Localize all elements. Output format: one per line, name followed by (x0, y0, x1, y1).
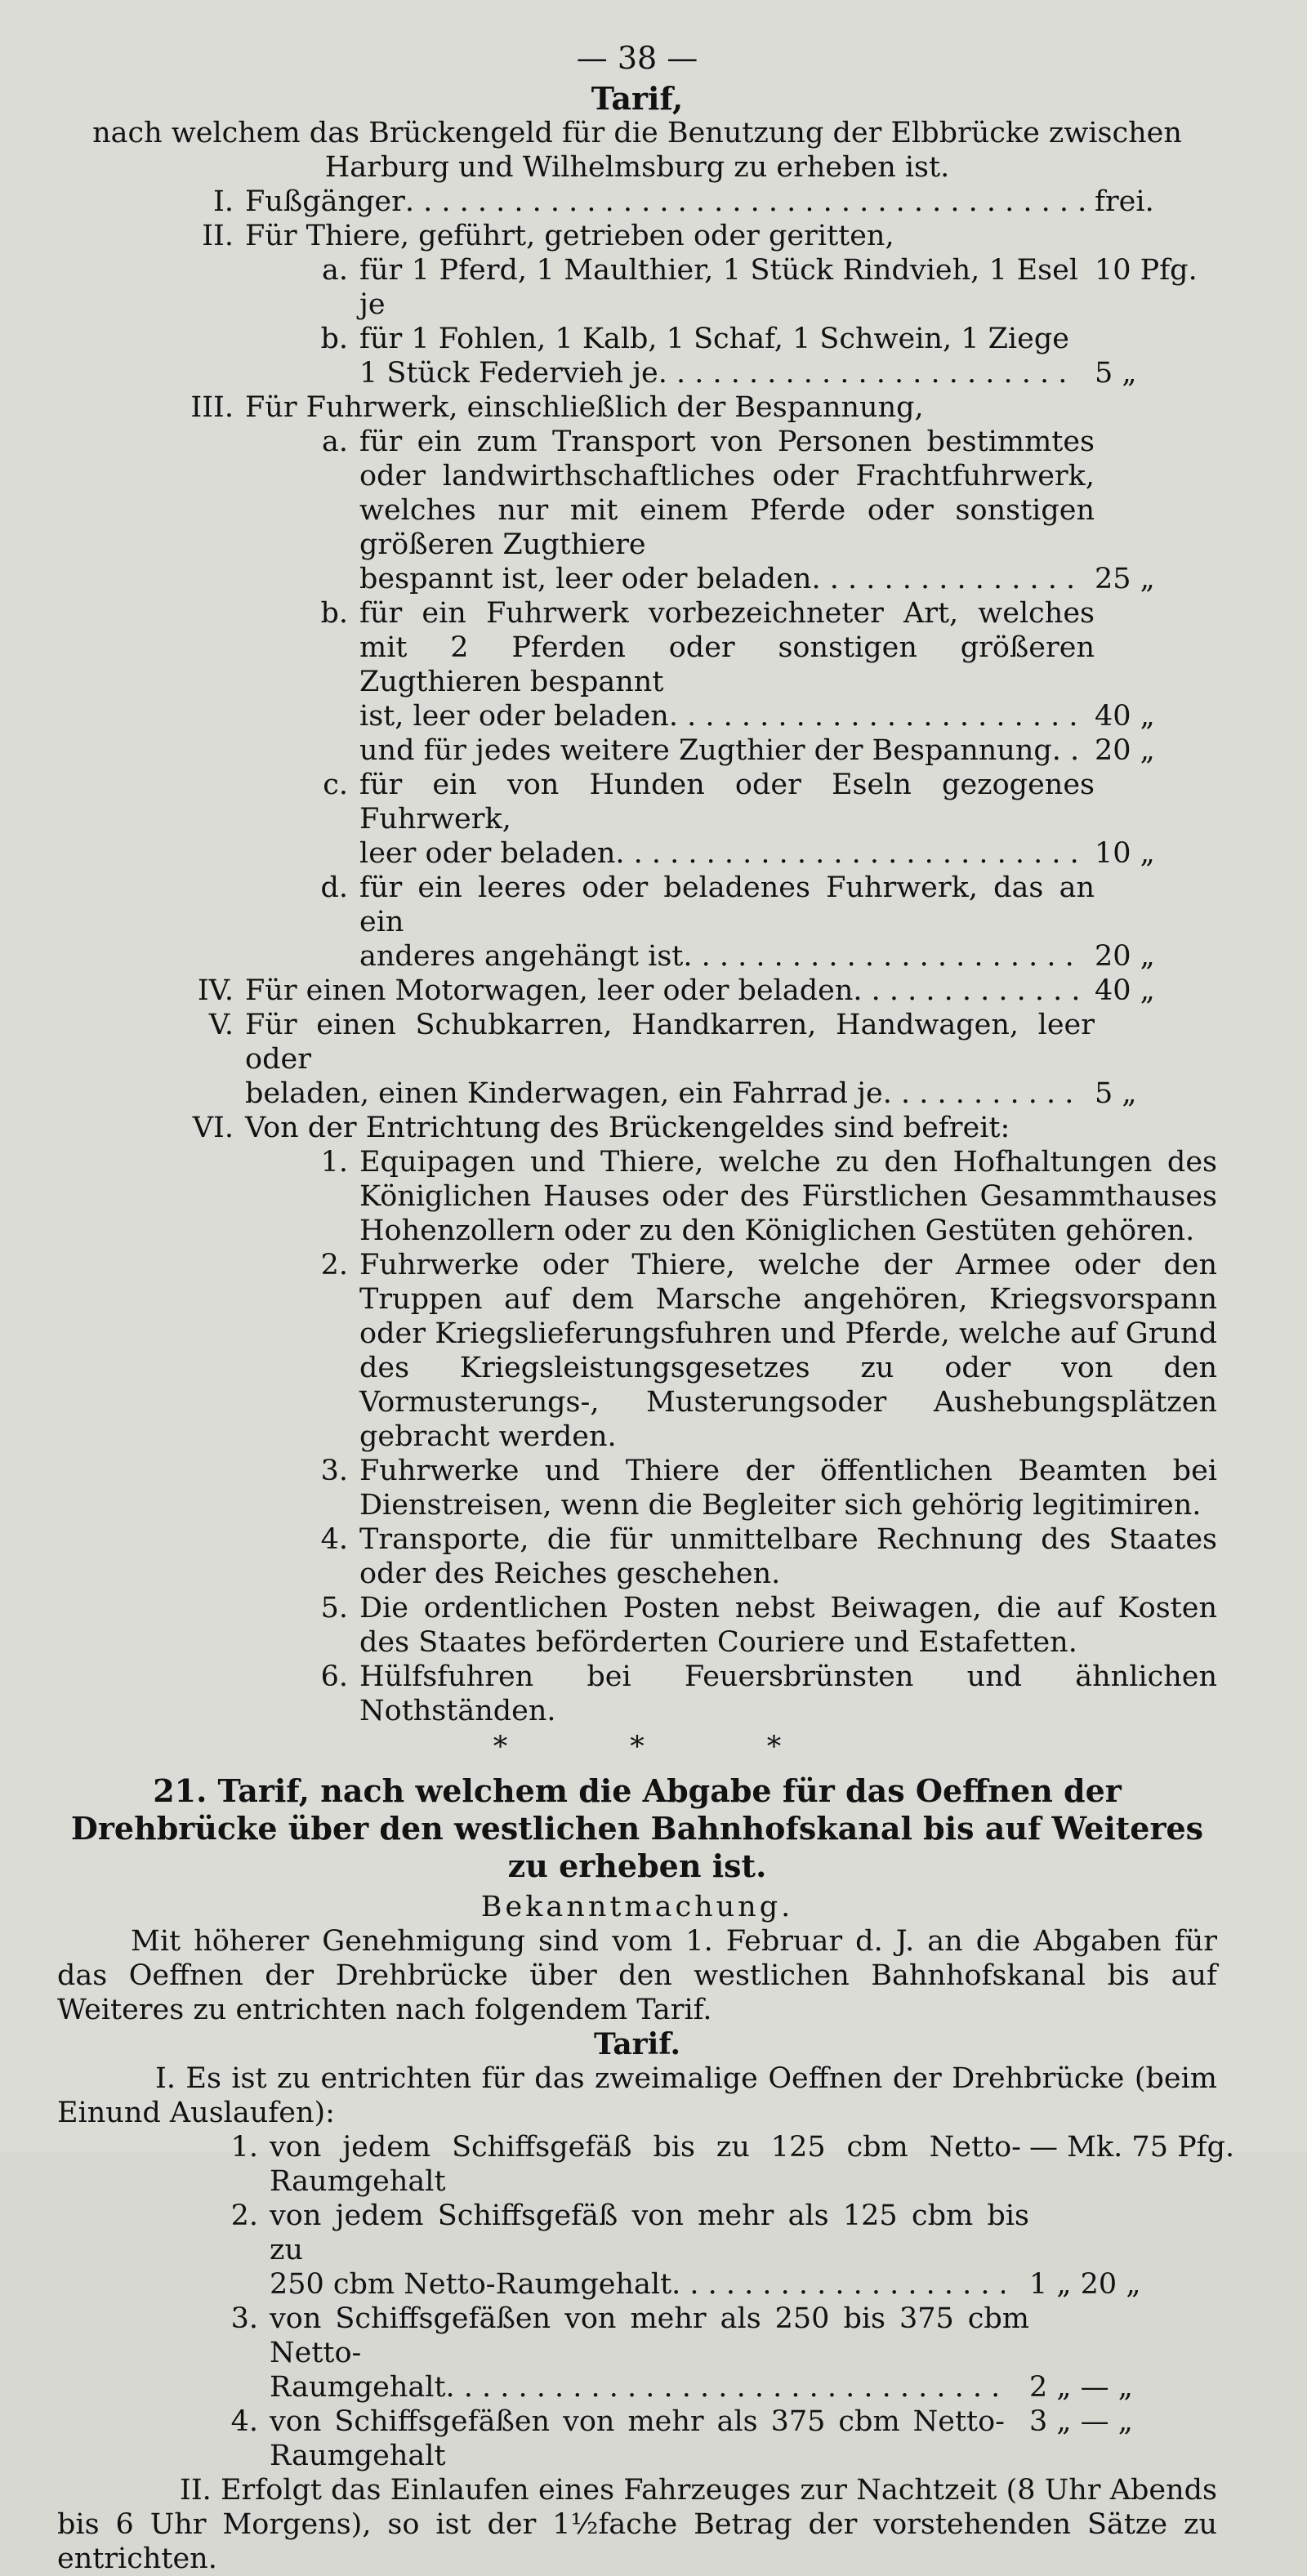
item-number: 4. (320, 1523, 348, 1556)
item-value: 5 „ (1095, 1077, 1137, 1110)
item-value: 1 „ 20 „ (1029, 2268, 1141, 2301)
item-number: V. (208, 1009, 234, 1041)
leader-dots (811, 562, 1078, 596)
vessel-rate-4 (57, 2404, 1217, 2473)
tarif-item-iii-d (57, 871, 1217, 939)
leader-dots (669, 699, 1078, 733)
tarif-item-iii-c-cont (57, 836, 1217, 871)
item-value: 25 „ (1095, 563, 1155, 595)
item-number: 6. (320, 1660, 348, 1693)
tarif-item-v-cont (57, 1076, 1217, 1111)
tarif-item-iii-d-cont (57, 939, 1217, 974)
item-text: für ein zum Transport von Personen bestimmtes oder landwirthschaftliches oder Frachtfuhrwerk, welches nur mit einem Pferde oder sonstigen größeren Zugthiere (359, 426, 1095, 561)
item-text: Für einen Motorwagen, leer oder beladen (245, 974, 854, 1007)
item-number: b. (320, 323, 348, 355)
vessel-rate-2-cont (57, 2267, 1217, 2302)
section-21-heading: 21. Tarif, nach welchem die Abgabe für das Oeffnen der Drehbrücke über den westlichen Bahnhofskanal bis auf Weiteres zu erheben ist. (70, 1772, 1204, 1884)
leader-dots (853, 974, 1078, 1008)
item-text: für ein leeres oder beladenes Fuhrwerk, das an ein (359, 871, 1095, 938)
item-number: IV. (197, 974, 234, 1007)
item-value: 20 „ (1095, 734, 1155, 767)
tarif-item-iii-a-cont (57, 562, 1217, 596)
item-number: 3. (230, 2302, 258, 2335)
item-number: II. (202, 220, 234, 252)
item-text-cont: Raumgehalt (270, 2371, 446, 2404)
separator-star: * (766, 1731, 782, 1763)
item-text-cont: beladen, einen Kinderwagen, ein Fahrrad je (245, 1077, 883, 1110)
tarif2-part-i: I. Es ist zu entrichten für das zweimalige Oeffnen der Drehbrücke (beim Einund Auslaufen): (57, 2062, 1217, 2129)
tarif-item-iii-b-cont (57, 699, 1217, 733)
tarif-item-iii-b (57, 596, 1217, 699)
item-text: Für einen Schubkarren, Handkarren, Handwagen, leer oder (245, 1009, 1095, 1076)
item-number: d. (320, 871, 348, 904)
page-number: — 38 — (576, 40, 698, 76)
item-text: für ein Fuhrwerk vorbezeichneter Art, welches mit 2 Pferden oder sonstigen größeren Zugthieren bespannt (359, 597, 1095, 698)
item-value: 3 „ — „ (1029, 2405, 1133, 2438)
tarif-heading: Tarif, (591, 80, 684, 117)
item-value: 10 „ (1095, 837, 1155, 870)
item-text-cont: ist, leer oder beladen (359, 700, 669, 733)
item-number: 3. (320, 1455, 348, 1487)
item-number: 2. (320, 1249, 348, 1281)
item-text: von jedem Schiffsgefäß von mehr als 125 cbm bis zu (270, 2199, 1029, 2266)
item-text-cont: anderes angehängt ist (359, 940, 684, 973)
tarif-item-i (57, 185, 1217, 219)
item-text: Transporte, die für unmittelbare Rechnung des Staates oder des Reiches geschehen. (359, 1523, 1217, 1590)
item-value: 40 „ (1095, 974, 1155, 1007)
exemption-4 (57, 1522, 1217, 1591)
leader-dots (405, 185, 1095, 219)
item-text-cont: 1 Stück Federvieh je (359, 357, 658, 390)
section-separator (57, 1730, 1217, 1764)
item-text: von Schiffsgefäßen von mehr als 250 bis 375 cbm Netto- (270, 2302, 1029, 2369)
item-text: für ein von Hunden oder Eseln gezogenes Fuhrwerk, (359, 769, 1095, 836)
item-number: 1. (230, 2131, 258, 2164)
item-value: — Mk. 75 Pfg. (1029, 2131, 1235, 2164)
item-text: Fußgänger (245, 185, 405, 218)
item-value: 20 „ (1095, 940, 1155, 973)
item-number: I. (213, 185, 234, 218)
item-text: Equipagen und Thiere, welche zu den Hofhaltungen des Königlichen Hauses oder des Fürstlichen Gesammthauses Hohenzollern oder zu den Königlichen Gestüten gehören. (359, 1146, 1217, 1247)
leader-dots (671, 2267, 1005, 2302)
item-text: für 1 Pferd, 1 Maulthier, 1 Stück Rindvieh, 1 Esel je (359, 254, 1078, 321)
item-text: Fuhrwerke und Thiere der öffentlichen Beamten bei Dienstreisen, wenn die Begleiter sich gehörig legitimiren. (359, 1455, 1217, 1522)
tarif-item-iii-b-cont2 (57, 733, 1217, 768)
tarif-item-vi (57, 1111, 1217, 1145)
exemption-2 (57, 1248, 1217, 1454)
item-number: 2. (230, 2199, 258, 2232)
separator-star: * (493, 1731, 508, 1763)
item-number: III. (190, 391, 234, 424)
exemption-6 (57, 1660, 1217, 1728)
item-number: 5. (320, 1592, 348, 1624)
tarif-item-iii (57, 390, 1217, 425)
item-text: Fuhrwerke oder Thiere, welche der Armee oder den Truppen auf dem Marsche angehören, Kriegsvorspann oder Kriegslieferungsfuhren und Pferde, welche auf Grund des Kriegsleistungsgesetzes zu oder von den Vormusterungs-, Musterungsoder Aushebungsplätzen gebracht werden. (359, 1249, 1217, 1453)
item-text-cont: leer oder beladen (359, 837, 616, 870)
item-text-cont: und für jedes weitere Zugthier der Bespannung (359, 734, 1052, 767)
tarif-item-ii-a (57, 253, 1217, 322)
item-value: frei. (1095, 185, 1154, 218)
tarif-subheading: nach welchem das Brückengeld für die Benutzung der Elbbrücke zwischen Harburg und Wilhelmsburg zu erheben ist. (92, 117, 1182, 184)
exemption-5 (57, 1591, 1217, 1660)
item-number: b. (320, 597, 348, 630)
announcement-text: Mit höherer Genehmigung sind vom 1. Februar d. J. an die Abgaben für das Oeffnen der Drehbrücke über den westlichen Bahnhofskanal bis auf Weiteres zu entrichten nach folgendem Tarif. (57, 1925, 1217, 2026)
item-number: a. (322, 426, 348, 458)
item-text: Die ordentlichen Posten nebst Beiwagen, die auf Kosten des Staates beförderten Couriere und Estafetten. (359, 1592, 1217, 1659)
item-text: von Schiffsgefäßen von mehr als 375 cbm Netto-Raumgehalt (270, 2405, 1005, 2472)
leader-dots (615, 836, 1078, 871)
exemption-3 (57, 1454, 1217, 1522)
item-value: 5 „ (1095, 357, 1137, 390)
item-text: Von der Entrichtung des Brückengeldes sind befreit: (245, 1112, 1010, 1144)
item-text-cont: bespannt ist, leer oder beladen (359, 563, 812, 595)
item-value: 10 Pfg. (1095, 254, 1198, 287)
item-number: 4. (230, 2405, 258, 2438)
vessel-rate-3 (57, 2302, 1217, 2370)
tarif2-part-ii: II. Erfolgt das Einlaufen eines Fahrzeuges zur Nachtzeit (8 Uhr Abends bis 6 Uhr Morgens), so ist der 1½fache Betrag der vorstehenden Sätze zu entrichten. (57, 2474, 1217, 2575)
item-text: Hülfsfuhren bei Feuersbrünsten und ähnlichen Nothständen. (359, 1660, 1217, 1727)
item-value: 40 „ (1095, 700, 1155, 733)
item-number: VI. (192, 1112, 234, 1144)
leader-dots (1052, 733, 1078, 768)
item-text: von jedem Schiffsgefäß bis zu 125 cbm Netto-Raumgehalt (270, 2131, 1021, 2198)
tarif2-heading: Tarif. (593, 2027, 681, 2061)
tarif-item-iv (57, 974, 1217, 1008)
page-content (57, 40, 1235, 2576)
tarif-item-iii-c (57, 768, 1217, 836)
item-number: a. (322, 254, 348, 287)
announcement-title: Bekanntmachung. (480, 1891, 794, 1923)
item-text: für 1 Fohlen, 1 Kalb, 1 Schaf, 1 Schwein, 1 Ziege (359, 323, 1069, 355)
separator-star: * (630, 1731, 645, 1763)
item-text: Für Thiere, geführt, getrieben oder geritten, (245, 220, 894, 252)
tarif-item-ii (57, 219, 1217, 253)
leader-dots (883, 1076, 1078, 1111)
tarif-item-ii-b (57, 322, 1217, 356)
item-number: c. (323, 769, 348, 801)
exemption-1 (57, 1145, 1217, 1248)
vessel-rate-3-cont (57, 2370, 1217, 2404)
vessel-rate-1 (57, 2130, 1235, 2199)
tarif-item-iii-a (57, 425, 1217, 562)
leader-dots (683, 939, 1078, 974)
leader-dots (446, 2370, 1005, 2404)
item-number: 1. (320, 1146, 348, 1179)
item-text-cont: 250 cbm Netto-Raumgehalt (270, 2268, 672, 2301)
leader-dots (658, 356, 1078, 390)
item-text: Für Fuhrwerk, einschließlich der Bespannung, (245, 391, 924, 424)
tarif-item-ii-b-cont (57, 356, 1217, 390)
vessel-rate-2 (57, 2199, 1217, 2267)
item-value: 2 „ — „ (1029, 2371, 1133, 2404)
tarif-item-v (57, 1008, 1217, 1076)
